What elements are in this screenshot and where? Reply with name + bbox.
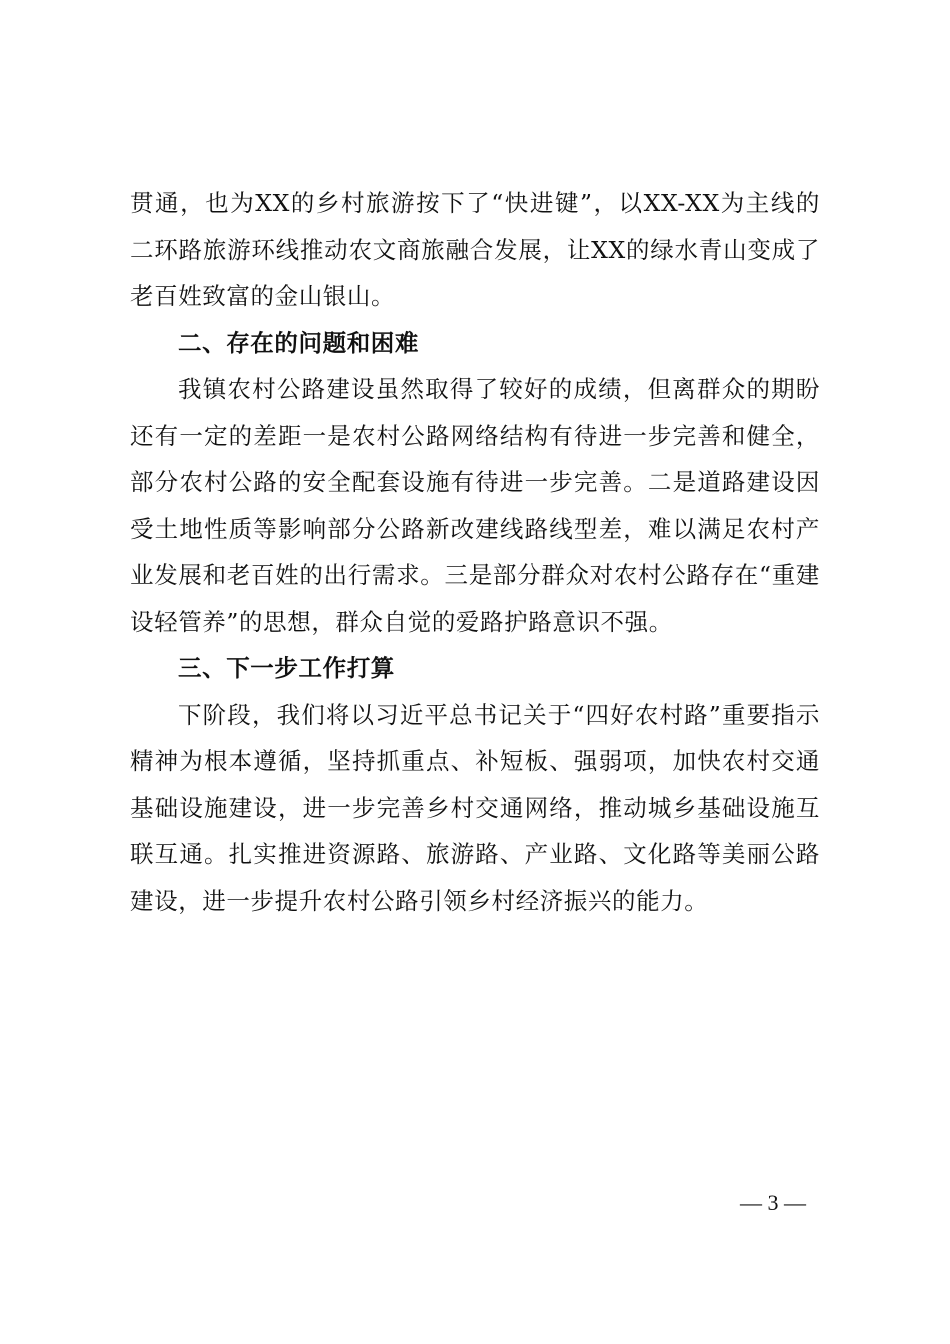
section-heading-problems: 二、存在的问题和困难 xyxy=(178,328,419,357)
next-steps-paragraph: 下阶段，我们将以习近平总书记关于“四好农村路”重要指示精神为根本遵循，坚持抓重点、补短板、强弱项，加快农村交通基础设施建设，进一步完善乡村交通网络，推动城乡基础设施互联互通。扎实推进资源路、旅游路、产业路、文化路等美丽公路建设，进一步提升农村公路引领乡村经济振兴的能力。 xyxy=(130,700,820,915)
document-body xyxy=(130,180,820,924)
continuation-paragraph: 贯通，也为XX的乡村旅游按下了“快进键”，以XX-XX为主线的二环路旅游环线推动农文商旅融合发展，让XX的绿水青山变成了老百姓致富的金山银山。 xyxy=(130,189,820,310)
problems-paragraph: 我镇农村公路建设虽然取得了较好的成绩，但离群众的期盼还有一定的差距一是农村公路网络结构有待进一步完善和健全，部分农村公路的安全配套设施有待进一步完善。二是道路建设因受土地性质等影响部分公路新改建线路线型差，难以满足农村产业发展和老百姓的出行需求。三是部分群众对农村公路存在“重建设轻管养”的思想，群众自觉的爱路护路意识不强。 xyxy=(130,375,820,636)
page-number: — 3 — xyxy=(740,1190,806,1215)
section-heading-next-steps: 三、下一步工作打算 xyxy=(178,654,395,682)
